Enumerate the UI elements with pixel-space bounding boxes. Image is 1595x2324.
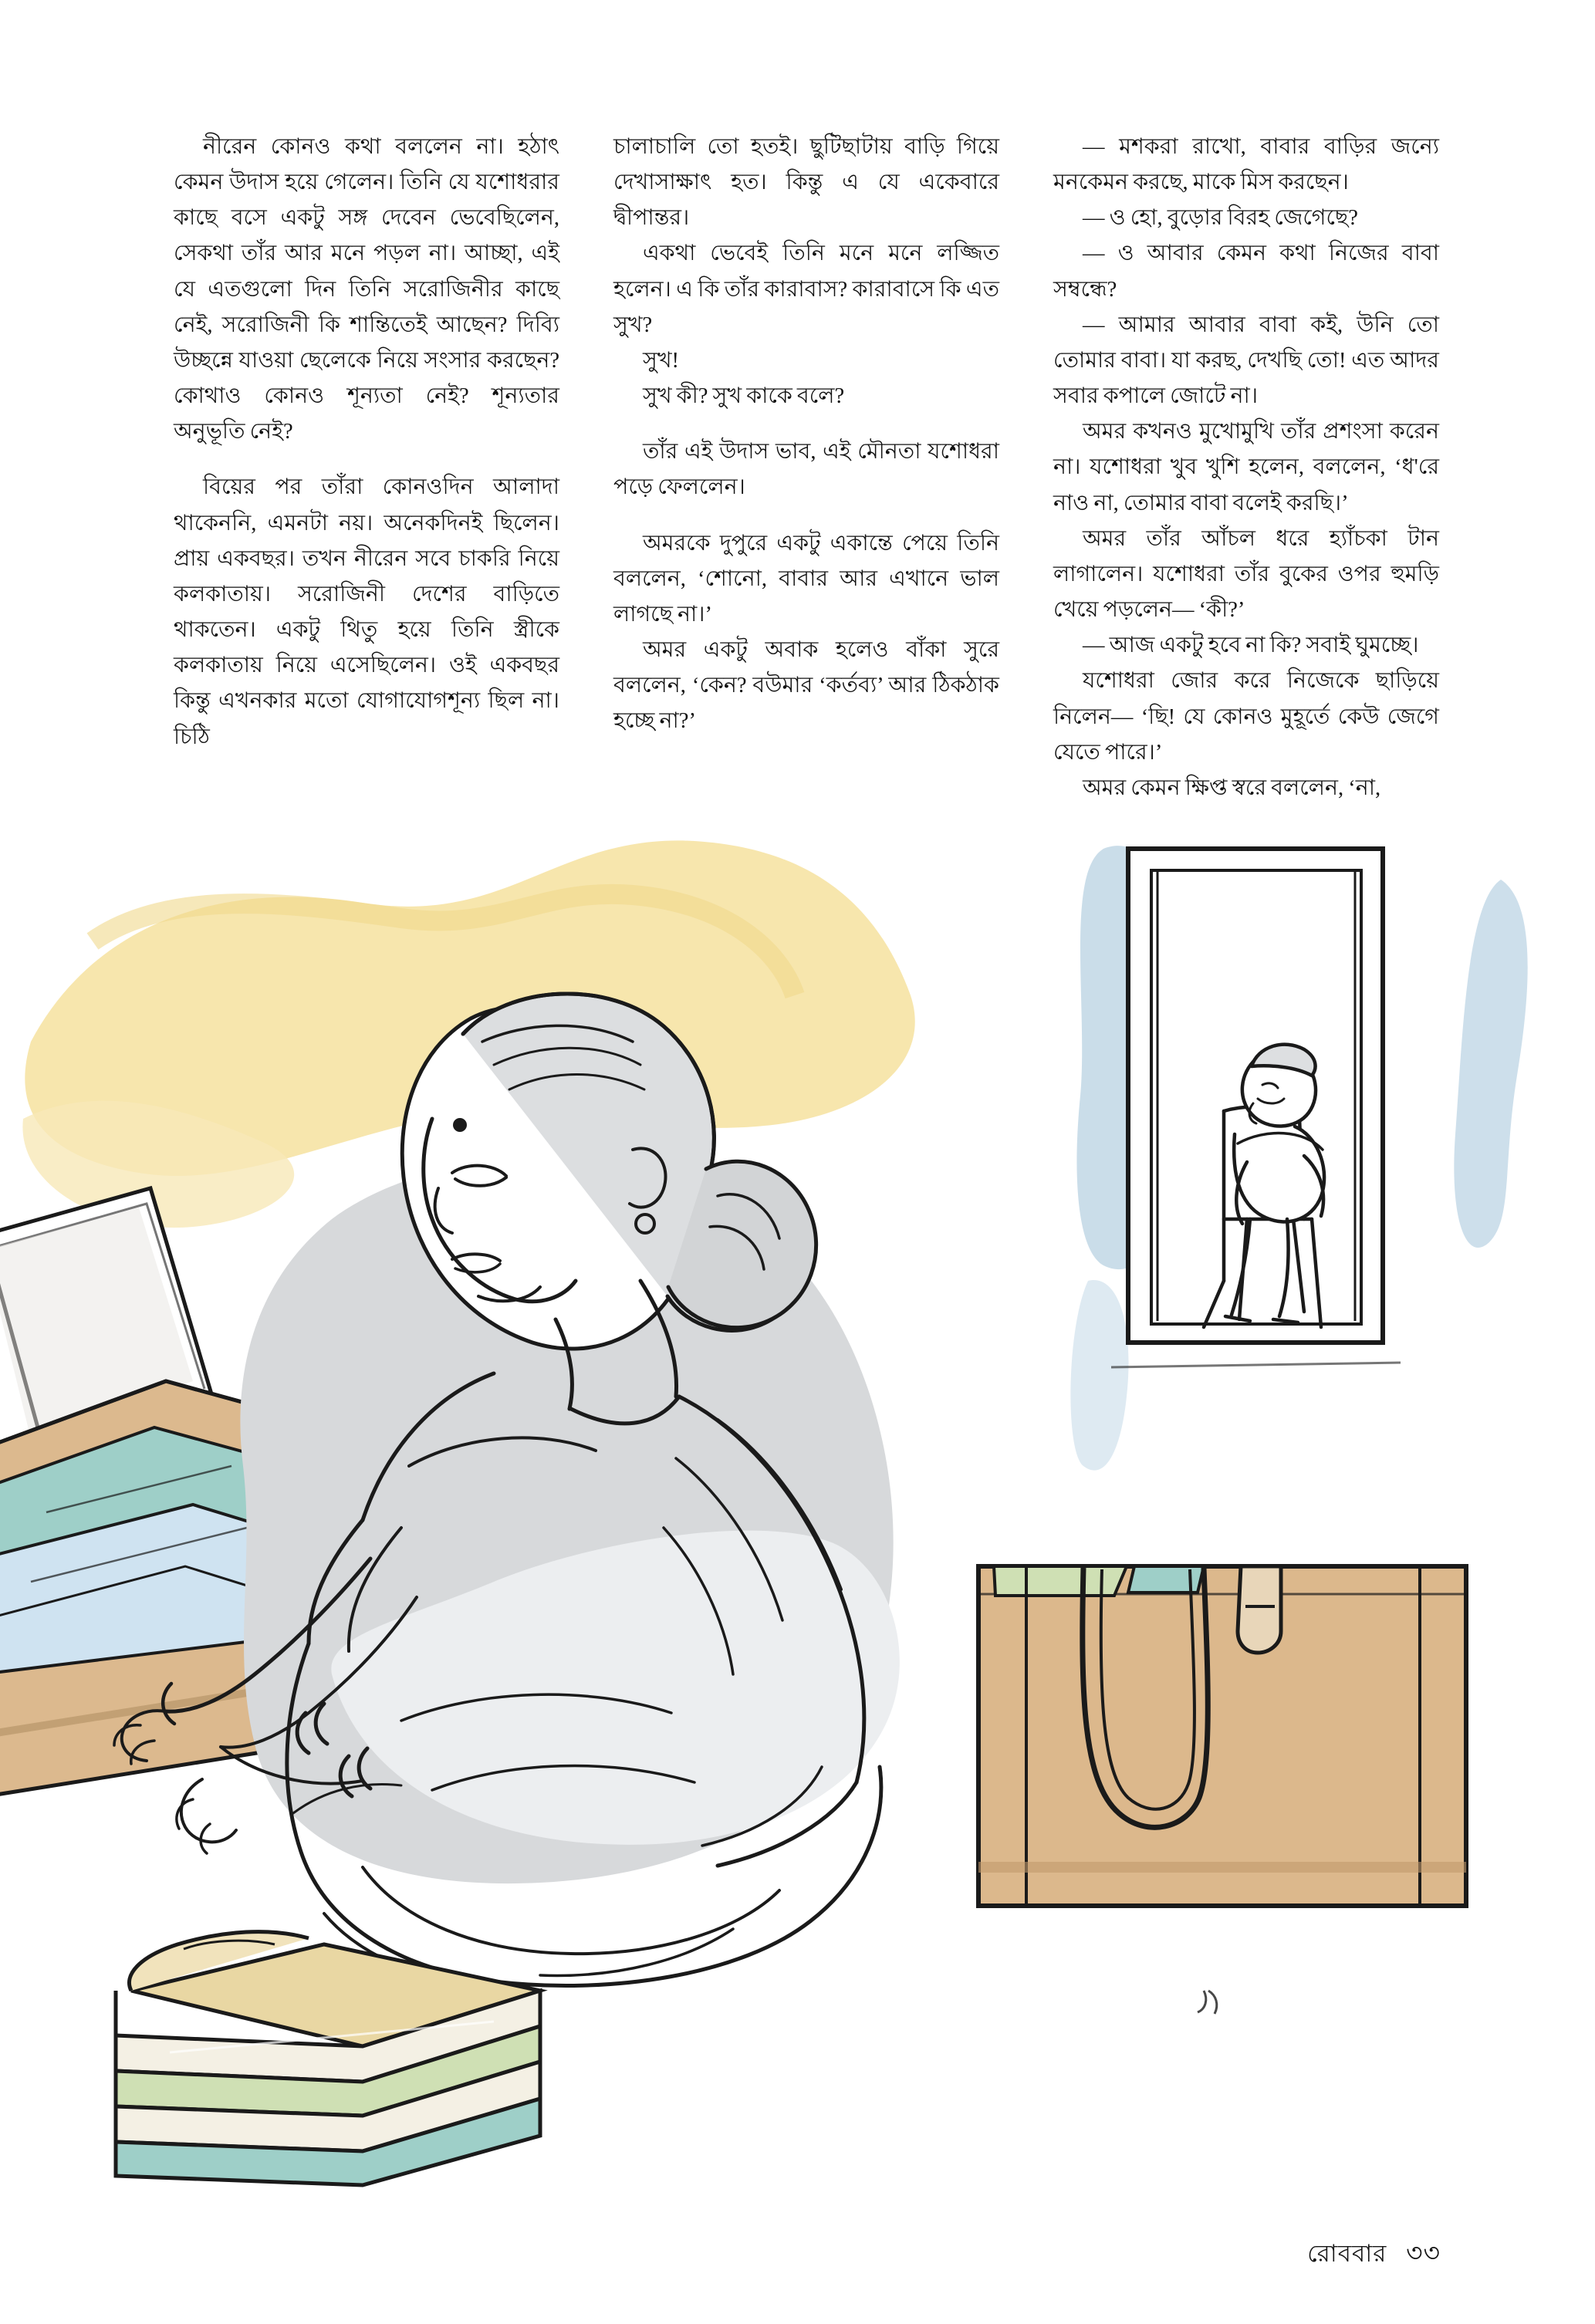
paragraph: — আমার আবার বাবা কই, উনি তো তোমার বাবা। যা করছ, দেখছি তো! এত আদর সবার কপালে জোটে না। — [1053, 312, 1439, 409]
doorway-scene — [1111, 849, 1401, 1367]
paragraph: অমর কখনও মুখোমুখি তাঁর প্রশংসা করেন না। যশোধরা খুব খুশি হলেন, বললেন, ‘ধ'রে নাও না, তোমার বাবা বলেই করছি।’ — [1053, 420, 1439, 515]
publication-name: রোববার — [1307, 2240, 1387, 2267]
paragraph: — ও হো, বুড়োর বিরহ জেগেছে? — [1083, 206, 1358, 231]
paragraph: তাঁর এই উদাস ভাব, এই মৌনতা যশোধরা পড়ে ফেললেন। — [613, 440, 999, 500]
paragraph: — মশকরা রাখো, বাবার বাড়ির জন্যে মনকেমন করছে, মাকে মিস করছেন। — [1053, 135, 1439, 195]
paragraph: — ও আবার কেমন কথা নিজের বাবা সম্বন্ধে? — [1053, 242, 1439, 302]
paragraph: অমর কেমন ক্ষিপ্ত স্বরে বললেন, ‘না, — [1083, 775, 1381, 800]
paragraph: বিয়ের পর তাঁরা কোনওদিন আলাদা থাকেননি, এমনটা নয়। অনেকদিনই ছিলেন। প্রায় একবছর। তখন নীরেন সবে চাকরি নিয়ে কলকাতায়। সরোজিনী দেশের বাড়িতে থাকতেন। একটু থিতু হয়ে তিনি স্ত্রীকে কলকাতায় নিয়ে এসেছিলেন। ওই একবছর কিন্তু এখনকার মতো যোগাযোগশূন্য ছিল না। চিঠি — [174, 475, 559, 749]
paragraph: অমরকে দুপুরে একটু একান্তে পেয়ে তিনি বললেন, ‘শোনো, বাবার আর এখানে ভাল লাগছে না।’ — [613, 531, 999, 627]
shopping-bag — [978, 1566, 1466, 1906]
page-number: ৩৩ — [1406, 2240, 1441, 2268]
folded-clothes-stack — [116, 1932, 540, 2185]
paragraph: অমর তাঁর আঁচল ধরে হ্যাঁচকা টান লাগালেন। যশোধরা তাঁর বুকের ওপর হুমড়ি খেয়ে পড়লেন— ‘কী?’ — [1053, 526, 1439, 623]
text-column-3 — [1053, 130, 1439, 806]
text-columns — [174, 130, 1439, 806]
paragraph: নীরেন কোনও কথা বললেন না। হঠাৎ কেমন উদাস হয়ে গেলেন। তিনি যে যশোধরার কাছে বসে একটু সঙ্গ দেবেন ভেবেছিলেন, সেকথা তাঁর আর মনে পড়ল না। আচ্ছা, এই যে এতগুলো দিন তিনি সরোজিনীর কাছে নেই, সরোজিনী কি শান্তিতেই আছেন? দিব্যি উচ্ছন্নে যাওয়া ছেলেকে নিয়ে সংসার করছেন? কোথাও কোনও শূন্যতা নেই? শূন্যতার অনুভূতি নেই? — [174, 135, 559, 444]
text-column-1 — [174, 130, 559, 806]
floor-marks — [1198, 1991, 1217, 2014]
text-column-2 — [613, 130, 999, 806]
paragraph: অমর একটু অবাক হলেও বাঁকা সুরে বললেন, ‘কেন? বউমার ‘কর্তব্য’ আর ঠিকঠাক হচ্ছে না?’ — [613, 638, 999, 734]
page-footer — [1307, 2233, 1441, 2276]
paragraph: — আজ একটু হবে না কি? সবাই ঘুমচ্ছে। — [1083, 633, 1419, 658]
paragraph: যশোধরা জোর করে নিজেকে ছাড়িয়ে নিলেন— ‘ছি! যে কোনও মুহূর্তে কেউ জেগে যেতে পারে।’ — [1053, 669, 1439, 765]
paragraph: সুখ! — [643, 348, 680, 373]
paragraph: সুখ কী? সুখ কাকে বলে? — [643, 384, 845, 409]
paragraph: একথা ভেবেই তিনি মনে মনে লজ্জিত হলেন। এ কি তাঁর কারাবাস? কারাবাসে কি এত সুখ? — [613, 242, 999, 337]
story-illustration — [0, 787, 1595, 2199]
paragraph: চালাচালি তো হতই। ছুটিছাটায় বাড়ি গিয়ে দেখাসাক্ষাৎ হত। কিন্তু এ যে একেবারে দ্বীপান্তর। — [613, 135, 999, 231]
